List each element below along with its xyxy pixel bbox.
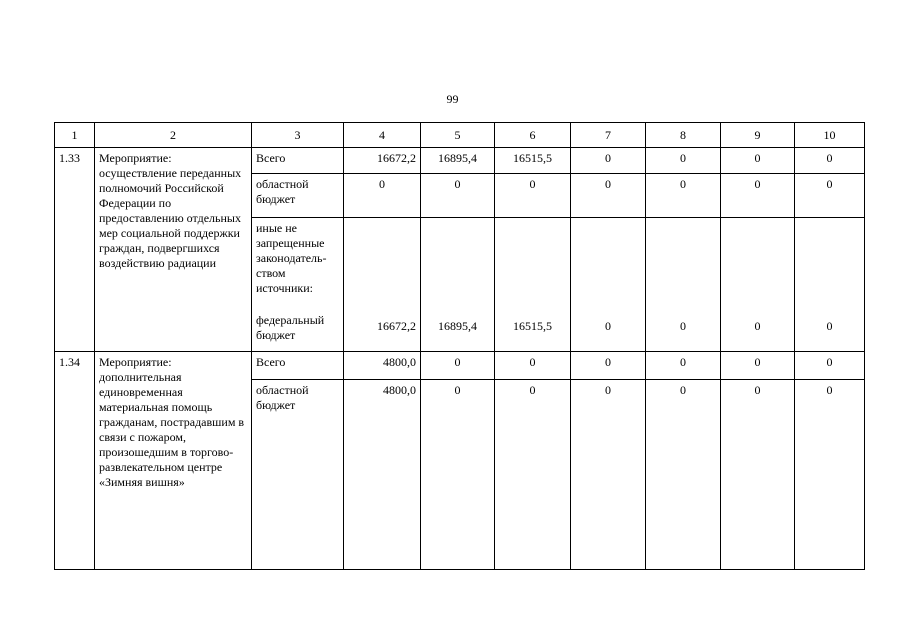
value-cell: 4800,0 — [344, 380, 421, 570]
value-cell: 0 — [571, 148, 646, 174]
value-cell: 0 — [495, 174, 571, 218]
value-cell: 0 — [721, 218, 795, 352]
row-code: 1.34 — [55, 352, 95, 570]
source-label-other: иные не запрещенные законодатель-ством источники: — [256, 221, 327, 295]
column-header: 10 — [795, 123, 865, 148]
value-cell: 16672,2 — [344, 148, 421, 174]
value-cell: 0 — [571, 174, 646, 218]
source-label: областной бюджет — [252, 380, 344, 570]
table-header-row — [55, 123, 865, 148]
table-row — [55, 352, 865, 380]
value-cell: 0 — [421, 380, 495, 570]
source-label: Всего — [252, 148, 344, 174]
value-cell: 0 — [795, 148, 865, 174]
column-header: 4 — [344, 123, 421, 148]
value-cell: 16515,5 — [495, 218, 571, 352]
value-cell: 0 — [721, 148, 795, 174]
value-cell: 0 — [795, 218, 865, 352]
row-name: Мероприятие: дополнительная единовременная материальная помощь гражданам, пострадавшим в связи с пожаром, произошедшим в торгово-развлекательном центре «Зимняя вишня» — [95, 352, 252, 570]
value-cell: 16672,2 — [344, 218, 421, 352]
value-cell: 4800,0 — [344, 352, 421, 380]
column-header: 2 — [95, 123, 252, 148]
source-label — [252, 218, 344, 352]
column-header: 1 — [55, 123, 95, 148]
column-header: 3 — [252, 123, 344, 148]
value-cell: 0 — [571, 352, 646, 380]
column-header: 8 — [646, 123, 721, 148]
value-cell: 16895,4 — [421, 218, 495, 352]
value-cell: 0 — [795, 174, 865, 218]
value-cell: 0 — [495, 380, 571, 570]
source-sublabel-federal: федеральный бюджет — [256, 313, 325, 342]
value-cell: 0 — [646, 174, 721, 218]
table-row — [55, 148, 865, 174]
value-cell: 0 — [795, 352, 865, 380]
source-label: областной бюджет — [252, 174, 344, 218]
value-cell: 0 — [646, 352, 721, 380]
column-header: 5 — [421, 123, 495, 148]
value-cell: 0 — [571, 218, 646, 352]
value-cell: 0 — [571, 380, 646, 570]
value-cell: 0 — [344, 174, 421, 218]
column-header: 9 — [721, 123, 795, 148]
value-cell: 0 — [421, 352, 495, 380]
value-cell: 0 — [646, 380, 721, 570]
value-cell: 0 — [646, 218, 721, 352]
value-cell: 16895,4 — [421, 148, 495, 174]
value-cell: 0 — [721, 174, 795, 218]
value-cell: 0 — [721, 380, 795, 570]
page-number: 99 — [446, 92, 459, 106]
value-cell: 0 — [721, 352, 795, 380]
source-label: Всего — [252, 352, 344, 380]
value-cell: 16515,5 — [495, 148, 571, 174]
value-cell: 0 — [795, 380, 865, 570]
column-header: 7 — [571, 123, 646, 148]
budget-table — [54, 122, 865, 570]
value-cell: 0 — [495, 352, 571, 380]
column-header: 6 — [495, 123, 571, 148]
row-code: 1.33 — [55, 148, 95, 352]
value-cell: 0 — [421, 174, 495, 218]
row-name: Мероприятие: осуществление переданных полномочий Российской Федерации по предоставлению отдельных мер социальной поддержки граждан, подвергшихся воздействию радиации — [95, 148, 252, 352]
value-cell: 0 — [646, 148, 721, 174]
